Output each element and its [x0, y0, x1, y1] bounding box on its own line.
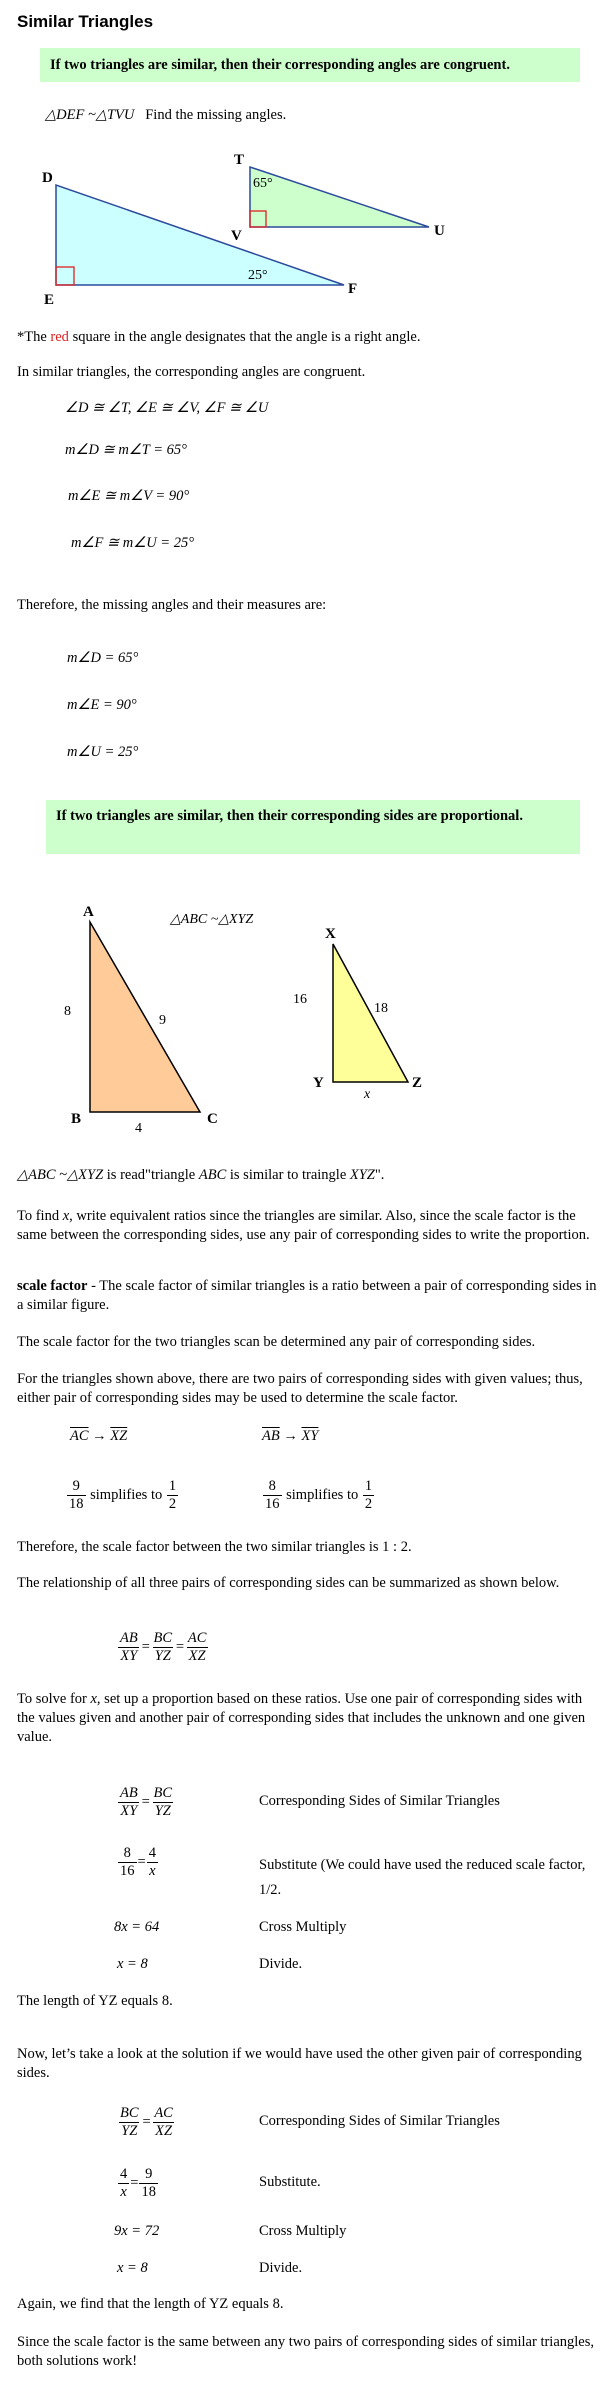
scale-factor-term: scale factor — [17, 1278, 88, 1294]
side-yz-label: x — [364, 1087, 371, 1102]
red-word: red — [50, 329, 69, 345]
for-triangles-paragraph: For the triangles shown above, there are two pairs of corresponding sides with given values; thus, either pair of corresponding sides may be used to determine the scale factor. — [17, 1371, 583, 1406]
now-paragraph: Now, let’s take a look at the solution if we would have used the other given pair of corresponding sides. — [17, 2046, 582, 2081]
sides-theorem-callout — [46, 800, 580, 854]
label-d: D — [42, 170, 53, 186]
angle-t-label: 65° — [253, 176, 273, 191]
side-xy-label: 16 — [293, 992, 307, 1007]
triangles-def-tvu-figure — [0, 145, 611, 310]
angle-congruences: ∠D ≅ ∠T, ∠E ≅ ∠V, ∠F ≅ ∠U — [65, 400, 269, 416]
side-ac-label: 9 — [159, 1013, 166, 1028]
example-instruction: Find the missing angles. — [145, 107, 287, 123]
abc-xyz-statement: △ABC ~△XYZ — [170, 912, 254, 927]
sol1-note-4: Divide. — [259, 1956, 303, 1972]
label-y: Y — [313, 1075, 324, 1091]
label-t: T — [234, 152, 245, 168]
sol1-proportion: $\frac{AB}{XY}$ = $\frac{BC}{YZ}$ — [120, 1785, 173, 1819]
scale-ratio-text: Therefore, the scale factor between the two similar triangles is 1 : 2. — [17, 1539, 412, 1555]
sol1-cross: 8x = 64 — [114, 1919, 160, 1935]
similarity-statement: △DEF ~△TVU — [45, 107, 135, 123]
corresponding-angles-text: In similar triangles, the corresponding angles are congruent. — [17, 364, 366, 380]
sol1-note-3: Cross Multiply — [259, 1919, 347, 1935]
sol2-proportion: $\frac{BC}{YZ}$ = $\frac{AC}{XZ}$ — [120, 2105, 173, 2139]
to-find-paragraph: To find x, write equivalent ratios since the triangles are similar. Also, since the scale factor is the same between the corresponding sides, use any pair of corresponding sides to write the proportion. — [17, 1208, 590, 1243]
answer-u: m∠U = 25° — [67, 744, 139, 760]
angle-f-label: 25° — [248, 268, 268, 283]
triangle-tvu — [250, 167, 429, 227]
triangles-abc-xyz-figure — [0, 890, 611, 1135]
triangle-abc — [90, 922, 200, 1112]
sol1-note-1: Corresponding Sides of Similar Triangles — [259, 1793, 500, 1809]
sol2-result: x = 8 — [117, 2260, 148, 2276]
conclusion-paragraph: Since the scale factor is the same between any two pairs of corresponding sides of similar triangles, both solutions work! — [17, 2334, 595, 2369]
angles-theorem-text: If two triangles are similar, then their corresponding angles are congruent. — [50, 57, 510, 73]
side-bc-label: 4 — [135, 1121, 142, 1135]
label-e: E — [44, 292, 55, 308]
sol2-note-3: Cross Multiply — [259, 2223, 347, 2239]
answer-e: m∠E = 90° — [67, 697, 137, 713]
angles-theorem-callout — [40, 48, 580, 82]
sides-theorem-text: If two triangles are similar, then their corresponding sides are proportional. — [56, 808, 523, 824]
example-statement — [45, 107, 286, 124]
label-a: A — [83, 904, 94, 920]
sol2-note-4: Divide. — [259, 2260, 303, 2276]
label-x: X — [325, 926, 336, 942]
label-b: B — [71, 1111, 82, 1127]
side-ab-label: 8 — [64, 1004, 71, 1019]
sol2-note-1: Corresponding Sides of Similar Triangles — [259, 2113, 500, 2129]
answer-d: m∠D = 65° — [67, 650, 139, 666]
pair-ab-xy: $\overline{AB} \to \overline{XY}$ — [262, 1428, 319, 1444]
ratio-summary: $\frac{AB}{XY}$ = $\frac{BC}{YZ}$ = $\frac{AC}{XZ}$ — [120, 1630, 207, 1664]
label-f: F — [348, 281, 358, 297]
sol1-substitute: $\frac{8}{16}$ = $\frac{4}{x}$ — [120, 1845, 156, 1879]
label-u: U — [434, 223, 445, 239]
right-angle-note: *The red square in the angle designates that the angle is a right angle. — [17, 329, 421, 345]
read-as-text: △ABC ~△XYZ is read"triangle ABC is similar to traingle XYZ". — [17, 1167, 385, 1183]
sol1-result: x = 8 — [117, 1956, 148, 1972]
scale-factor-text: The scale factor for the two triangles scan be determined any pair of corresponding sides. — [17, 1334, 536, 1350]
length-text-1: The length of YZ equals 8. — [17, 1993, 173, 2009]
sol1-note-2: Substitute (We could have used the reduced scale factor, 1/2. — [259, 1857, 586, 1898]
again-text: Again, we find that the length of YZ equals 8. — [17, 2296, 284, 2312]
equation-e: m∠E ≅ m∠V = 90° — [68, 488, 190, 504]
scale-factor-definition: scale factor - The scale factor of similar triangles is a ratio between a pair of corresponding sides in a similar figure. — [17, 1278, 597, 1313]
therefore-text: Therefore, the missing angles and their measures are: — [17, 597, 327, 613]
pair-ac-xz: $\overline{AC} \to \overline{XZ}$ — [70, 1428, 128, 1444]
triangle-xyz — [333, 944, 408, 1082]
simplify-9-18: $\frac{9}{18}$ simplifies to $\frac{1}{2}$ — [69, 1478, 177, 1512]
sol2-note-2: Substitute. — [259, 2174, 321, 2190]
solve-paragraph: To solve for x, set up a proportion based on these ratios. Use one pair of corresponding sides with the values given and another pair of corresponding sides that includes the unknown and one given value. — [17, 1691, 586, 1745]
equation-d: m∠D ≅ m∠T = 65° — [65, 442, 187, 458]
simplify-8-16: $\frac{8}{16}$ simplifies to $\frac{1}{2}$ — [265, 1478, 373, 1512]
label-c: C — [207, 1111, 218, 1127]
page-title: Similar Triangles — [17, 12, 154, 31]
label-v: V — [231, 228, 242, 244]
equation-f: m∠F ≅ m∠U = 25° — [71, 535, 195, 551]
sol2-substitute: $\frac{4}{x}$ = $\frac{9}{18}$ — [120, 2166, 156, 2200]
side-xz-label: 18 — [374, 1001, 388, 1016]
sol2-cross: 9x = 72 — [114, 2223, 160, 2239]
relationship-paragraph: The relationship of all three pairs of corresponding sides can be summarized as shown below. — [17, 1575, 560, 1591]
label-z: Z — [412, 1075, 423, 1091]
